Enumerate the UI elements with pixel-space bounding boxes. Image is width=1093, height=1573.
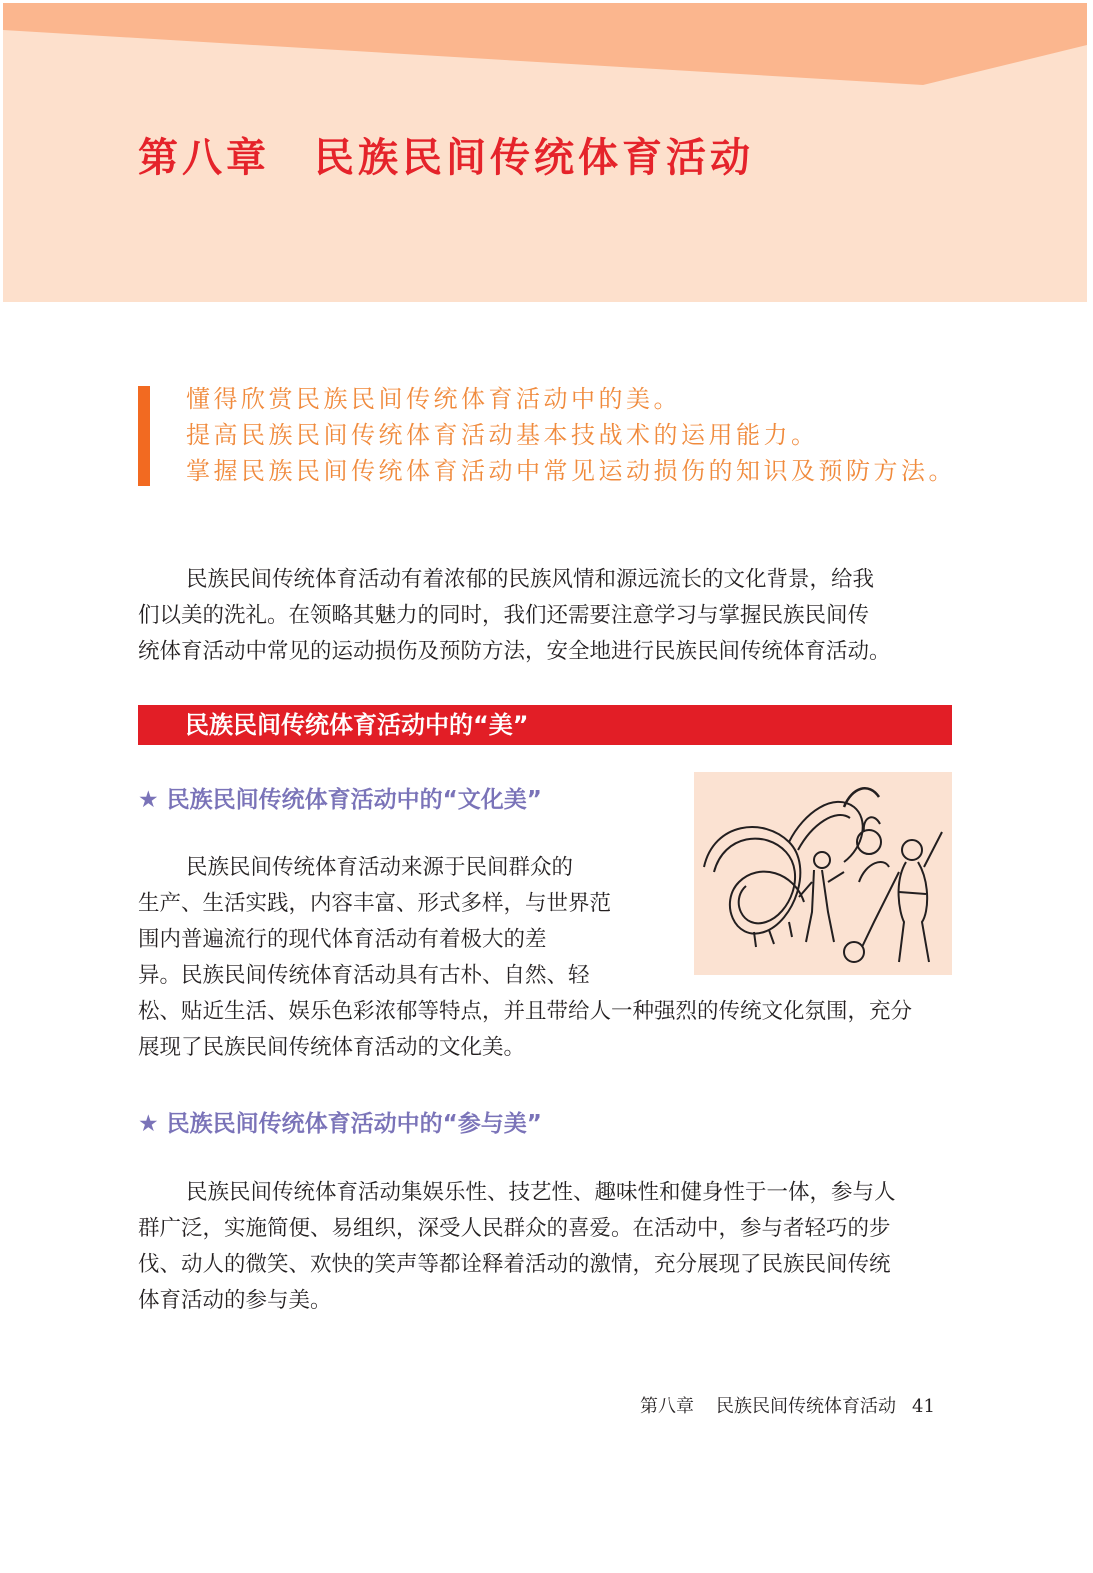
objectives-accent-bar bbox=[138, 386, 150, 486]
text-line: 群广泛，实施简便、易组织，深受人民群众的喜爱。在活动中，参与者轻巧的步 bbox=[138, 1216, 891, 1241]
star-icon: ★ bbox=[138, 787, 159, 813]
text-line: 民族民间传统体育活动集娱乐性、技艺性、趣味性和健身性于一体，参与人 bbox=[186, 1180, 896, 1205]
running-title-number: 第八章 bbox=[640, 1396, 694, 1417]
text-line: 异。民族民间传统体育活动具有古朴、自然、轻 bbox=[138, 963, 590, 988]
text-line: 松、贴近生活、娱乐色彩浓郁等特点，并且带给人一种强烈的传统文化氛围，充分 bbox=[138, 999, 913, 1024]
page-number: 41 bbox=[912, 1396, 935, 1417]
objective-item: 懂得欣赏民族民间传统体育活动中的美。 bbox=[186, 385, 681, 413]
subheading-text: 民族民间传统体育活动中的“参与美” bbox=[166, 1111, 542, 1137]
objective-item: 提高民族民间传统体育活动基本技战术的运用能力。 bbox=[186, 421, 819, 449]
text-line: 民族民间传统体育活动来源于民间群众的 bbox=[186, 855, 574, 880]
culture-paragraph bbox=[138, 850, 952, 1066]
learning-objectives bbox=[138, 384, 958, 488]
chapter-title bbox=[138, 126, 754, 183]
text-line: 展现了民族民间传统体育活动的文化美。 bbox=[138, 1035, 526, 1060]
page-footer bbox=[640, 1392, 935, 1418]
text-line: 生产、生活实践，内容丰富、形式多样，与世界范 bbox=[138, 891, 612, 916]
running-title-name: 民族民间传统体育活动 bbox=[716, 1396, 896, 1417]
subheading-text: 民族民间传统体育活动中的“文化美” bbox=[166, 787, 542, 813]
chapter-name: 民族民间传统体育活动 bbox=[314, 134, 754, 181]
text-line: 围内普遍流行的现代体育活动有着极大的差 bbox=[138, 927, 547, 952]
subheading-culture bbox=[138, 781, 542, 814]
section-heading: 民族民间传统体育活动中的“美” bbox=[185, 711, 529, 739]
text-line: 统体育活动中常见的运动损伤及预防方法，安全地进行民族民间传统体育活动。 bbox=[138, 639, 891, 664]
text-line: 民族民间传统体育活动有着浓郁的民族风情和源远流长的文化背景，给我 bbox=[186, 567, 875, 592]
text-line: 们以美的洗礼。在领略其魅力的同时，我们还需要注意学习与掌握民族民间传 bbox=[138, 603, 870, 628]
section-heading-bar bbox=[138, 705, 952, 745]
intro-paragraph bbox=[138, 562, 952, 670]
subheading-participation bbox=[138, 1105, 542, 1138]
text-line: 伐、动人的微笑、欢快的笑声等都诠释着活动的激情，充分展现了民族民间传统 bbox=[138, 1252, 891, 1277]
participation-paragraph bbox=[138, 1175, 952, 1319]
chapter-number: 第八章 bbox=[138, 134, 270, 181]
text-line: 体育活动的参与美。 bbox=[138, 1288, 332, 1313]
star-icon: ★ bbox=[138, 1111, 159, 1137]
objective-item: 掌握民族民间传统体育活动中常见运动损伤的知识及预防方法。 bbox=[186, 457, 956, 485]
